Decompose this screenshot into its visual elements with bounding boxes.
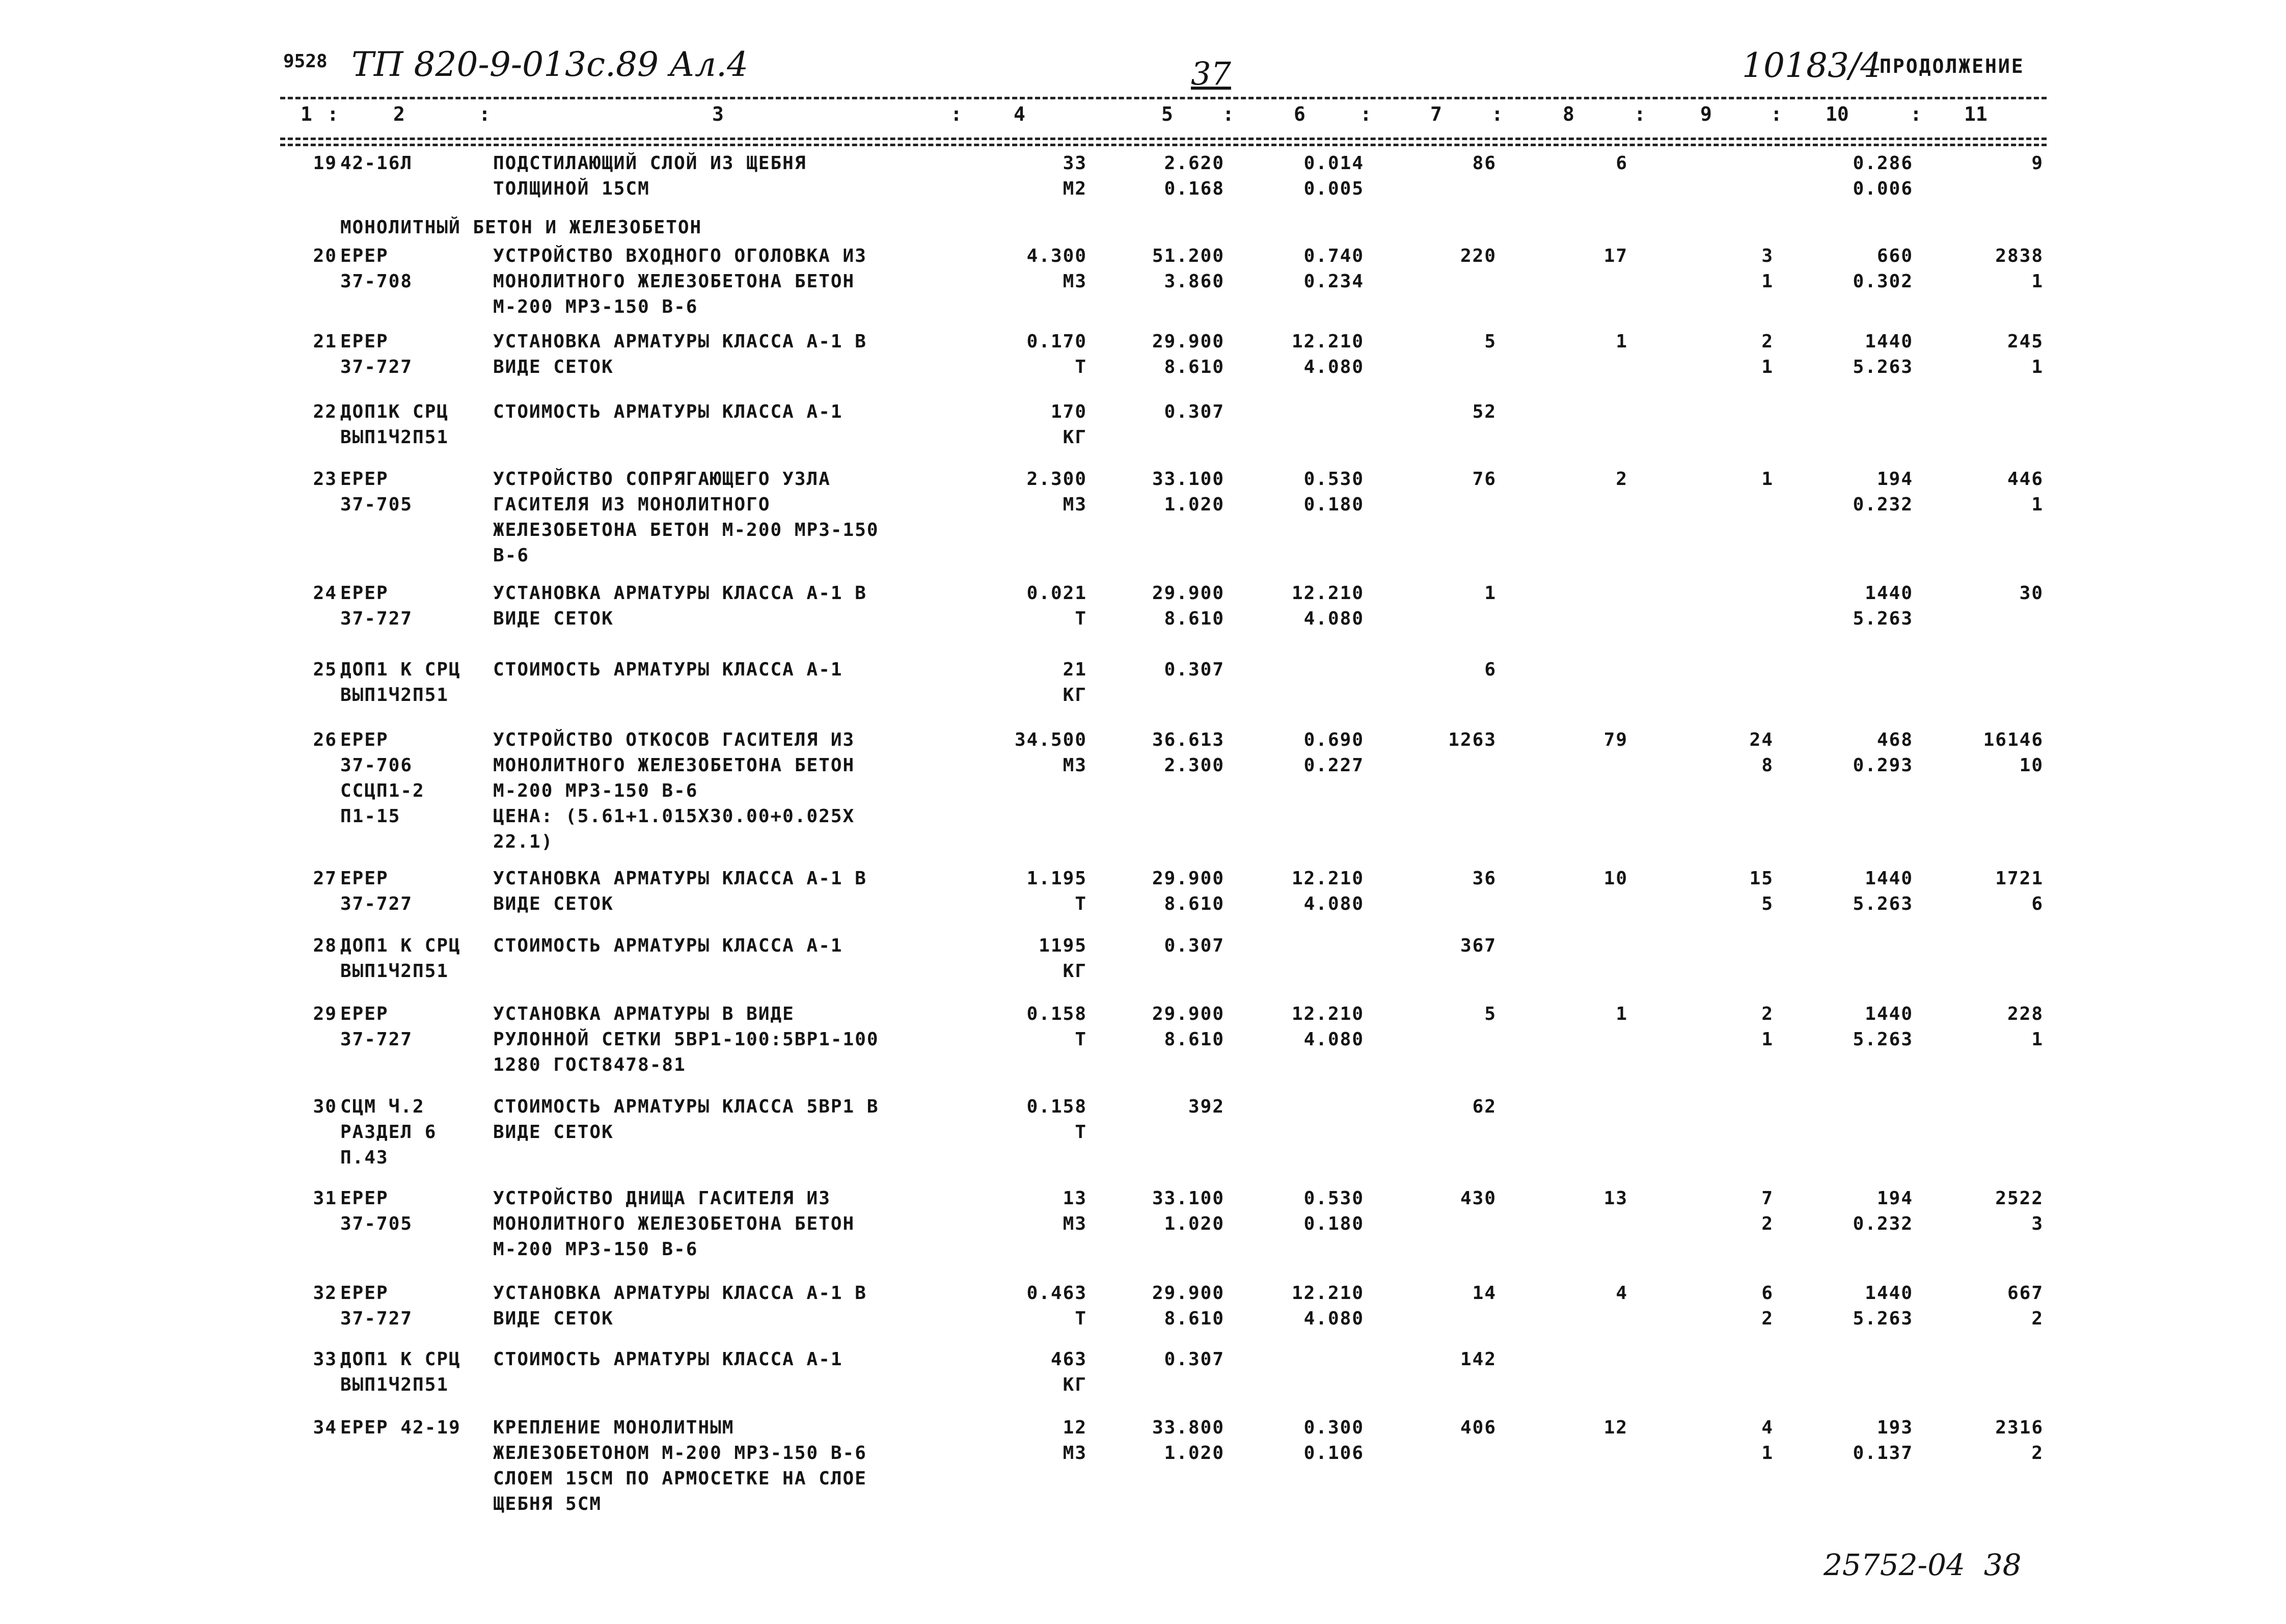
header-rule-top bbox=[280, 97, 2047, 99]
row-number: 21 bbox=[313, 331, 337, 352]
row-col9: 6 2 bbox=[1761, 1283, 1774, 1329]
row-col10: 0.286 0.006 bbox=[1853, 153, 1913, 199]
header-rule-double bbox=[280, 144, 2047, 146]
row-col11: 9 bbox=[2031, 153, 2044, 174]
row-col10: 194 0.232 bbox=[1853, 1188, 1913, 1234]
col-head-2: 2 bbox=[393, 103, 405, 125]
row-quantity: 0.158 Т bbox=[1026, 1004, 1087, 1050]
row-col7: 1 bbox=[1484, 583, 1496, 604]
row-number: 33 bbox=[313, 1349, 337, 1370]
row-col9: 4 1 bbox=[1761, 1417, 1774, 1464]
row-col11: 2316 2 bbox=[1995, 1417, 2044, 1464]
col-head-7: 7 bbox=[1430, 103, 1442, 125]
row-quantity: 4.300 М3 bbox=[1026, 246, 1087, 292]
row-quantity: 1.195 Т bbox=[1026, 868, 1087, 914]
section-heading: МОНОЛИТНЫЙ БЕТОН И ЖЕЛЕЗОБЕТОН bbox=[340, 217, 702, 238]
row-code: ЕРЕР 37-727 bbox=[340, 1004, 413, 1050]
row-col11: 2838 1 bbox=[1995, 246, 2044, 292]
row-col6: 12.210 4.080 bbox=[1291, 1283, 1364, 1329]
continuation-label: ПРОДОЛЖЕНИЕ bbox=[1880, 55, 2025, 77]
row-col6: 12.210 4.080 bbox=[1291, 331, 1364, 377]
row-description: СТОИМОСТЬ АРМАТУРЫ КЛАССА А-1 bbox=[493, 659, 843, 680]
row-col5: 33.100 1.020 bbox=[1152, 1188, 1224, 1234]
col-sep: : bbox=[1771, 103, 1782, 125]
row-number: 32 bbox=[313, 1283, 337, 1304]
row-description: СТОИМОСТЬ АРМАТУРЫ КЛАССА А-1 bbox=[493, 1349, 843, 1370]
row-col8: 17 bbox=[1603, 246, 1628, 266]
row-col9: 24 8 bbox=[1749, 729, 1774, 776]
row-quantity: 33 М2 bbox=[1063, 153, 1087, 199]
row-quantity: 0.021 Т bbox=[1026, 583, 1087, 629]
row-col10: 660 0.302 bbox=[1853, 246, 1913, 292]
row-quantity: 170 КГ bbox=[1050, 401, 1087, 448]
row-col9: 15 5 bbox=[1749, 868, 1774, 914]
row-col5: 29.900 8.610 bbox=[1152, 1283, 1224, 1329]
row-col6: 12.210 4.080 bbox=[1291, 868, 1364, 914]
row-col11: 667 2 bbox=[2007, 1283, 2044, 1329]
row-code: ЕРЕР 37-727 bbox=[340, 583, 413, 629]
col-head-6: 6 bbox=[1294, 103, 1305, 125]
row-number: 26 bbox=[313, 729, 337, 750]
row-col11: 446 1 bbox=[2007, 469, 2044, 515]
row-col5: 51.200 3.860 bbox=[1152, 246, 1224, 292]
row-col6: 0.300 0.106 bbox=[1303, 1417, 1364, 1464]
row-number: 22 bbox=[313, 401, 337, 422]
row-description: УСТРОЙСТВО ДНИЩА ГАСИТЕЛЯ ИЗ МОНОЛИТНОГО ЖЕЛЕЗОБЕТОНА БЕТОН М-200 МРЗ-150 В-6 bbox=[493, 1188, 855, 1260]
row-code: ЕРЕР 37-705 bbox=[340, 1188, 413, 1234]
row-col9: 2 1 bbox=[1761, 1004, 1774, 1050]
row-quantity: 0.158 Т bbox=[1026, 1096, 1087, 1143]
row-col7: 36 bbox=[1472, 868, 1496, 889]
footer-mark: 25752-04 38 bbox=[1824, 1548, 2022, 1582]
row-description: УСТРОЙСТВО ВХОДНОГО ОГОЛОВКА ИЗ МОНОЛИТНОГО ЖЕЛЕЗОБЕТОНА БЕТОН М-200 МРЗ-150 В-6 bbox=[493, 246, 867, 317]
row-col7: 406 bbox=[1460, 1417, 1496, 1438]
row-col10: 194 0.232 bbox=[1853, 469, 1913, 515]
header-rule-bottom bbox=[280, 138, 2047, 140]
row-col11: 30 bbox=[2019, 583, 2044, 604]
row-col5: 392 bbox=[1188, 1096, 1224, 1117]
row-code: ЕРЕР 37-705 bbox=[340, 469, 413, 515]
row-col8: 1 bbox=[1616, 1004, 1628, 1024]
row-number: 25 bbox=[313, 659, 337, 680]
col-head-3: 3 bbox=[712, 103, 724, 125]
row-col8: 13 bbox=[1603, 1188, 1628, 1209]
row-number: 28 bbox=[313, 935, 337, 956]
row-col10: 1440 5.263 bbox=[1853, 331, 1913, 377]
col-sep: : bbox=[1910, 103, 1922, 125]
row-col5: 0.307 bbox=[1164, 1349, 1224, 1370]
row-quantity: 2.300 М3 bbox=[1026, 469, 1087, 515]
col-head-8: 8 bbox=[1563, 103, 1574, 125]
row-col7: 14 bbox=[1472, 1283, 1496, 1304]
row-quantity: 463 КГ bbox=[1050, 1349, 1087, 1395]
row-col6: 0.530 0.180 bbox=[1303, 1188, 1364, 1234]
row-col8: 1 bbox=[1616, 331, 1628, 352]
page-number: 37 bbox=[1191, 55, 1231, 92]
row-description: УСТРОЙСТВО ОТКОСОВ ГАСИТЕЛЯ ИЗ МОНОЛИТНОГО ЖЕЛЕЗОБЕТОНА БЕТОН М-200 МРЗ-150 В-6 ЦЕНА: (5.61+1.015Х30.00+0.025Х 22.1) bbox=[493, 729, 855, 852]
row-col8: 12 bbox=[1603, 1417, 1628, 1438]
row-col5: 0.307 bbox=[1164, 659, 1224, 680]
row-number: 34 bbox=[313, 1417, 337, 1438]
album-number: 10183/4 bbox=[1742, 46, 1882, 85]
row-col8: 6 bbox=[1616, 153, 1628, 174]
row-description: УСТАНОВКА АРМАТУРЫ КЛАССА А-1 В ВИДЕ СЕТОК bbox=[493, 1283, 867, 1329]
row-col5: 0.307 bbox=[1164, 401, 1224, 422]
row-description: СТОИМОСТЬ АРМАТУРЫ КЛАССА А-1 bbox=[493, 401, 843, 422]
row-col8: 4 bbox=[1616, 1283, 1628, 1304]
row-code: ЕРЕР 37-708 bbox=[340, 246, 413, 292]
row-number: 31 bbox=[313, 1188, 337, 1209]
row-quantity: 34.500 М3 bbox=[1014, 729, 1087, 776]
row-code: ЕРЕР 37-727 bbox=[340, 331, 413, 377]
row-quantity: 21 КГ bbox=[1063, 659, 1087, 706]
row-col10: 1440 5.263 bbox=[1853, 868, 1913, 914]
row-code: ДОП1 К СРЦ ВЫП1Ч2П51 bbox=[340, 935, 461, 982]
row-code: ДОП1 К СРЦ ВЫП1Ч2П51 bbox=[340, 1349, 461, 1395]
row-col7: 62 bbox=[1472, 1096, 1496, 1117]
row-code: ДОП1К СРЦ ВЫП1Ч2П51 bbox=[340, 401, 449, 448]
row-col7: 430 bbox=[1460, 1188, 1496, 1209]
row-col10: 193 0.137 bbox=[1853, 1417, 1913, 1464]
row-col7: 367 bbox=[1460, 935, 1496, 956]
col-sep: : bbox=[479, 103, 491, 125]
row-quantity: 1195 КГ bbox=[1039, 935, 1087, 982]
row-description: КРЕПЛЕНИЕ МОНОЛИТНЫМ ЖЕЛЕЗОБЕТОНОМ М-200 МРЗ-150 В-6 СЛОЕМ 15СМ ПО АРМОСЕТКЕ НА СЛОЕ ЩЕБНЯ 5СМ bbox=[493, 1417, 867, 1514]
row-quantity: 13 М3 bbox=[1063, 1188, 1087, 1234]
row-code: ЕРЕР 37-727 bbox=[340, 1283, 413, 1329]
row-col11: 1721 6 bbox=[1995, 868, 2044, 914]
row-col7: 5 bbox=[1484, 1004, 1496, 1024]
row-description: СТОИМОСТЬ АРМАТУРЫ КЛАССА 5ВР1 В ВИДЕ СЕТОК bbox=[493, 1096, 879, 1143]
col-head-5: 5 bbox=[1161, 103, 1173, 125]
row-number: 29 bbox=[313, 1004, 337, 1024]
row-description: УСТАНОВКА АРМАТУРЫ В ВИДЕ РУЛОННОЙ СЕТКИ 5ВР1-100:5ВР1-100 1280 ГОСТ8478-81 bbox=[493, 1004, 879, 1075]
row-code: ЕРЕР 37-706 ССЦП1-2 П1-15 bbox=[340, 729, 425, 827]
row-number: 27 bbox=[313, 868, 337, 889]
row-col10: 1440 5.263 bbox=[1853, 583, 1913, 629]
row-number: 20 bbox=[313, 246, 337, 266]
row-quantity: 0.463 Т bbox=[1026, 1283, 1087, 1329]
row-col5: 36.613 2.300 bbox=[1152, 729, 1224, 776]
row-col5: 29.900 8.610 bbox=[1152, 583, 1224, 629]
row-description: УСТАНОВКА АРМАТУРЫ КЛАССА А-1 В ВИДЕ СЕТОК bbox=[493, 583, 867, 629]
row-description: УСТАНОВКА АРМАТУРЫ КЛАССА А-1 В ВИДЕ СЕТОК bbox=[493, 331, 867, 377]
row-col8: 2 bbox=[1616, 469, 1628, 490]
row-quantity: 0.170 Т bbox=[1026, 331, 1087, 377]
row-col7: 1263 bbox=[1448, 729, 1496, 750]
row-col10: 1440 5.263 bbox=[1853, 1004, 1913, 1050]
row-col5: 29.900 8.610 bbox=[1152, 1004, 1224, 1050]
row-quantity: 12 М3 bbox=[1063, 1417, 1087, 1464]
row-col7: 52 bbox=[1472, 401, 1496, 422]
row-description: СТОИМОСТЬ АРМАТУРЫ КЛАССА А-1 bbox=[493, 935, 843, 956]
row-col11: 245 1 bbox=[2007, 331, 2044, 377]
row-col7: 220 bbox=[1460, 246, 1496, 266]
col-head-9: 9 bbox=[1700, 103, 1712, 125]
col-sep: : bbox=[1360, 103, 1372, 125]
col-sep: : bbox=[950, 103, 962, 125]
row-col7: 76 bbox=[1472, 469, 1496, 490]
row-col7: 5 bbox=[1484, 331, 1496, 352]
row-col9: 3 1 bbox=[1761, 246, 1774, 292]
row-col5: 33.100 1.020 bbox=[1152, 469, 1224, 515]
col-head-11: 11 bbox=[1964, 103, 1988, 125]
row-col9: 2 1 bbox=[1761, 331, 1774, 377]
row-col7: 142 bbox=[1460, 1349, 1496, 1370]
row-code: ДОП1 К СРЦ ВЫП1Ч2П51 bbox=[340, 659, 461, 706]
row-col6: 0.740 0.234 bbox=[1303, 246, 1364, 292]
row-description: УСТРОЙСТВО СОПРЯГАЮЩЕГО УЗЛА ГАСИТЕЛЯ ИЗ МОНОЛИТНОГО ЖЕЛЕЗОБЕТОНА БЕТОН М-200 МРЗ-150 В-6 bbox=[493, 469, 879, 566]
row-col11: 228 1 bbox=[2007, 1004, 2044, 1050]
col-sep: : bbox=[1634, 103, 1646, 125]
row-number: 23 bbox=[313, 469, 337, 490]
row-col9: 1 bbox=[1761, 469, 1774, 490]
row-description: ПОДСТИЛАЮЩИЙ СЛОЙ ИЗ ЩЕБНЯ ТОЛЩИНОЙ 15СМ bbox=[493, 153, 807, 199]
row-col5: 29.900 8.610 bbox=[1152, 331, 1224, 377]
col-head-1: 1 bbox=[301, 103, 312, 125]
row-col11: 16146 10 bbox=[1983, 729, 2044, 776]
row-description: УСТАНОВКА АРМАТУРЫ КЛАССА А-1 В ВИДЕ СЕТОК bbox=[493, 868, 867, 914]
row-code: ЕРЕР 42-19 bbox=[340, 1417, 461, 1438]
row-code: 42-16Л bbox=[340, 153, 413, 174]
row-col10: 1440 5.263 bbox=[1853, 1283, 1913, 1329]
row-col6: 0.530 0.180 bbox=[1303, 469, 1364, 515]
row-col10: 468 0.293 bbox=[1853, 729, 1913, 776]
row-number: 30 bbox=[313, 1096, 337, 1117]
document-code: ТП 820-9-013с.89 Ал.4 bbox=[351, 45, 748, 84]
row-col5: 33.800 1.020 bbox=[1152, 1417, 1224, 1464]
row-col5: 29.900 8.610 bbox=[1152, 868, 1224, 914]
row-col11: 2522 3 bbox=[1995, 1188, 2044, 1234]
row-col7: 86 bbox=[1472, 153, 1496, 174]
col-sep: : bbox=[1491, 103, 1503, 125]
row-col5: 2.620 0.168 bbox=[1164, 153, 1224, 199]
row-number: 24 bbox=[313, 583, 337, 604]
col-head-4: 4 bbox=[1014, 103, 1025, 125]
row-col6: 12.210 4.080 bbox=[1291, 1004, 1364, 1050]
col-sep: : bbox=[1222, 103, 1234, 125]
row-col9: 7 2 bbox=[1761, 1188, 1774, 1234]
row-col6: 0.690 0.227 bbox=[1303, 729, 1364, 776]
row-col7: 6 bbox=[1484, 659, 1496, 680]
row-col6: 12.210 4.080 bbox=[1291, 583, 1364, 629]
row-code: ЕРЕР 37-727 bbox=[340, 868, 413, 914]
row-col8: 10 bbox=[1603, 868, 1628, 889]
row-number: 19 bbox=[313, 153, 337, 174]
row-col6: 0.014 0.005 bbox=[1303, 153, 1364, 199]
row-code: СЦМ Ч.2 РАЗДЕЛ 6 П.43 bbox=[340, 1096, 437, 1168]
row-col8: 79 bbox=[1603, 729, 1628, 750]
col-sep: : bbox=[327, 103, 339, 125]
sheet-number: 9528 bbox=[283, 51, 328, 72]
row-col5: 0.307 bbox=[1164, 935, 1224, 956]
col-head-10: 10 bbox=[1826, 103, 1849, 125]
